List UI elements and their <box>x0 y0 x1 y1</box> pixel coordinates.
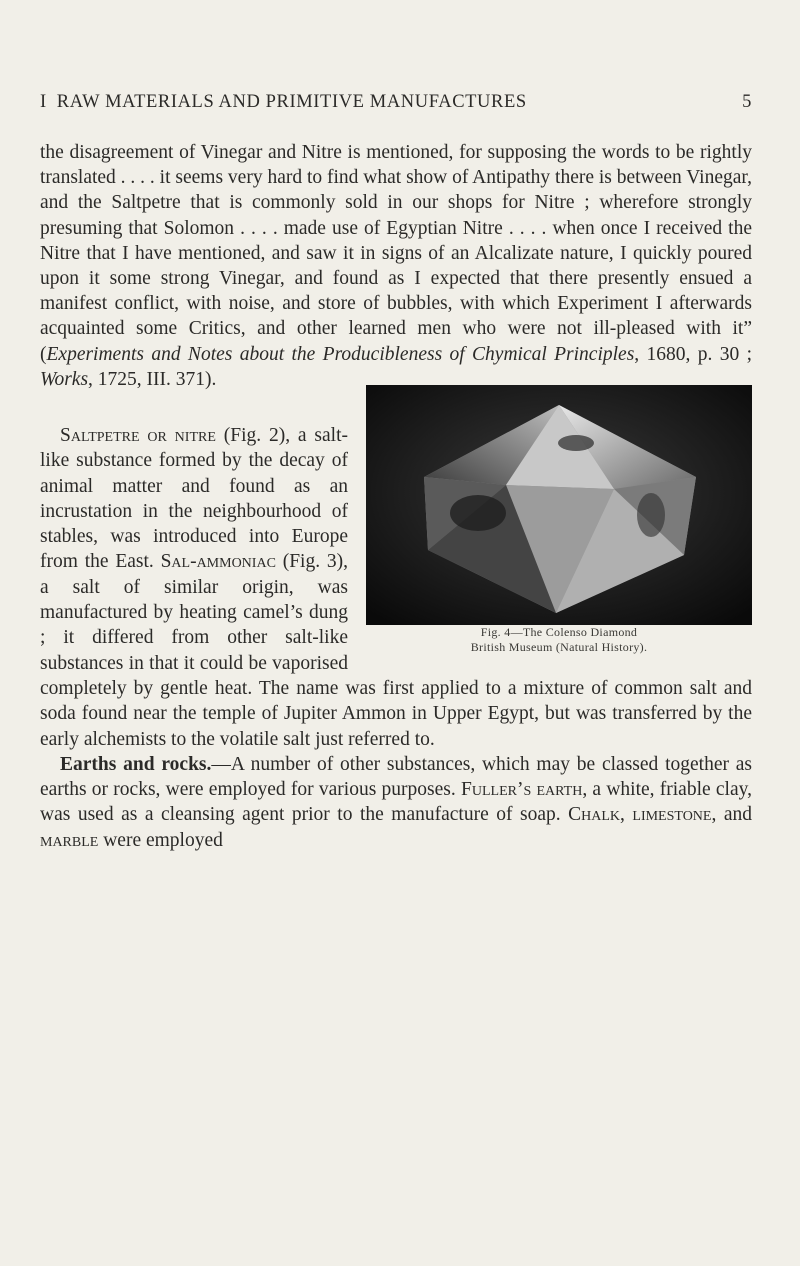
sal-ammoniac-text: (Fig. 3), a salt of similar origin, was manufactured by heating camel’s dung ; it differed from other salt-like substances in that it could be vaporised completely by gentle heat. The name was first applied to a mixture of common salt and soda found near the temple of Jupiter Ammon in Upper Egypt, but was transferred by the early alchemists to the volatile salt just referred to. <box>40 551 752 750</box>
figure-caption <box>366 625 752 655</box>
quote-paragraph <box>40 140 752 392</box>
separator: , <box>620 804 633 826</box>
term-saltpetre: Saltpetre or nitre <box>60 425 216 446</box>
running-header <box>40 92 752 113</box>
separator: , and <box>711 804 753 826</box>
term-marble: marble <box>40 829 99 851</box>
diamond-photo <box>366 385 752 625</box>
figure-4 <box>366 423 752 655</box>
citation-details: , 1680, p. 30 ; <box>634 343 752 365</box>
term-limestone: limestone <box>632 804 712 826</box>
marble-text: were employed <box>98 829 223 851</box>
citation-works: Works <box>40 368 89 390</box>
header-chapter <box>40 92 537 113</box>
caption-line-2: British Museum (Natural History). <box>470 640 648 654</box>
earths-text: —A number of other substances, which may be classed together as earths or rocks, were employed for various purposes. <box>40 753 752 801</box>
chapter-number: I <box>40 92 47 112</box>
saltpetre-text: (Fig. 2), a salt-like substance formed by the decay of animal matter and found as an incrustation in the neighbourhood of stables, was introduced into Europe from the East. <box>40 425 348 573</box>
fullers-earth-text: , a white, friable clay, was used as a cleansing agent prior to the manufacture of soap. <box>40 779 752 826</box>
citation-end: , 1725, III. 371). <box>88 368 217 390</box>
page-number: 5 <box>742 92 752 112</box>
quote-text: the disagreement of Vinegar and Nitre is mentioned, for supposing the words to be rightly translated . . . . it seems very hard to find what show of Antipathy there is between Vinegar, and the Saltpetre that is commonly sold in our shops for Nitre ; wherefore strongly presuming that Solomon . . . . made use of Egyptian Nitre . . . . when once I received the Nitre that I have mentioned, and saw it in signs of an Alcalizate nature, I quickly poured upon it some strong Vinegar, and found as I expected that there presently ensued a manifest conflict, with noise, and store of bubbles, with which Experiment I afterwards acquainted some Critics, and other learned men who were not ill-pleased with it” ( <box>40 142 752 365</box>
chapter-title: RAW MATERIALS AND PRIMITIVE MANUFACTURES <box>56 92 527 112</box>
earths-paragraph <box>40 752 752 853</box>
term-chalk: Chalk <box>568 804 620 826</box>
citation-title: Experiments and Notes about the Producibleness of Chymical Principles <box>46 343 635 365</box>
term-sal-ammoniac: Sal-ammoniac <box>160 551 276 573</box>
term-fullers-earth: Fuller’s earth <box>461 779 583 801</box>
body-text <box>40 423 752 853</box>
caption-line-1: Fig. 4—The Colenso Diamond <box>480 625 638 639</box>
earths-heading: Earths and rocks. <box>60 753 212 775</box>
